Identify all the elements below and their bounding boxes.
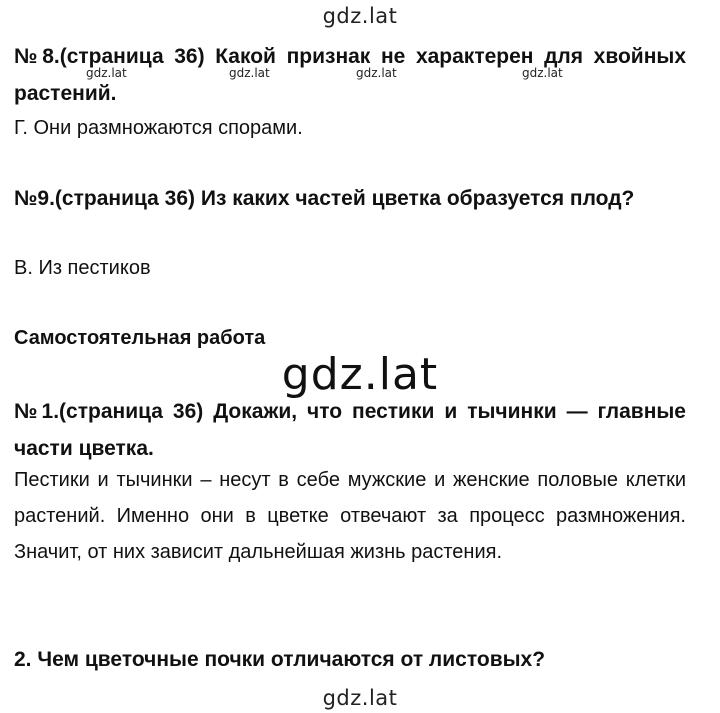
watermark-small-4: gdz.lat xyxy=(522,66,563,80)
watermark-small-3: gdz.lat xyxy=(356,66,397,80)
question-sw1: №1.(страница 36) Докажи, что пестики и тычинки — главные части цветка. xyxy=(14,400,686,460)
answer-sw1: Пестики и тычинки – несут в себе мужские и женские половые клетки растений. Именно они в цветке отвечают за процесс размножения. Значит, от них зависит дальнейшая жизнь растения. xyxy=(14,469,686,563)
watermark-bottom: gdz.lat xyxy=(322,686,398,710)
answer-9: В. Из пестиков xyxy=(14,257,151,279)
watermark-small-2: gdz.lat xyxy=(229,66,270,80)
question-sw2: 2. Чем цветочные почки отличаются от листовых? xyxy=(14,648,546,671)
answer-8: Г. Они размножаются спорами. xyxy=(14,117,303,139)
watermark-center: gdz.lat xyxy=(281,349,439,400)
section-heading: Самостоятельная работа xyxy=(14,327,266,349)
watermark-top: gdz.lat xyxy=(322,4,398,28)
watermark-small-1: gdz.lat xyxy=(86,66,127,80)
question-9: №9.(страница 36) Из каких частей цветка образуется плод? xyxy=(14,187,635,210)
question-8: №8.(страница 36) Какой признак не характерен для хвойных растений. xyxy=(14,45,686,105)
